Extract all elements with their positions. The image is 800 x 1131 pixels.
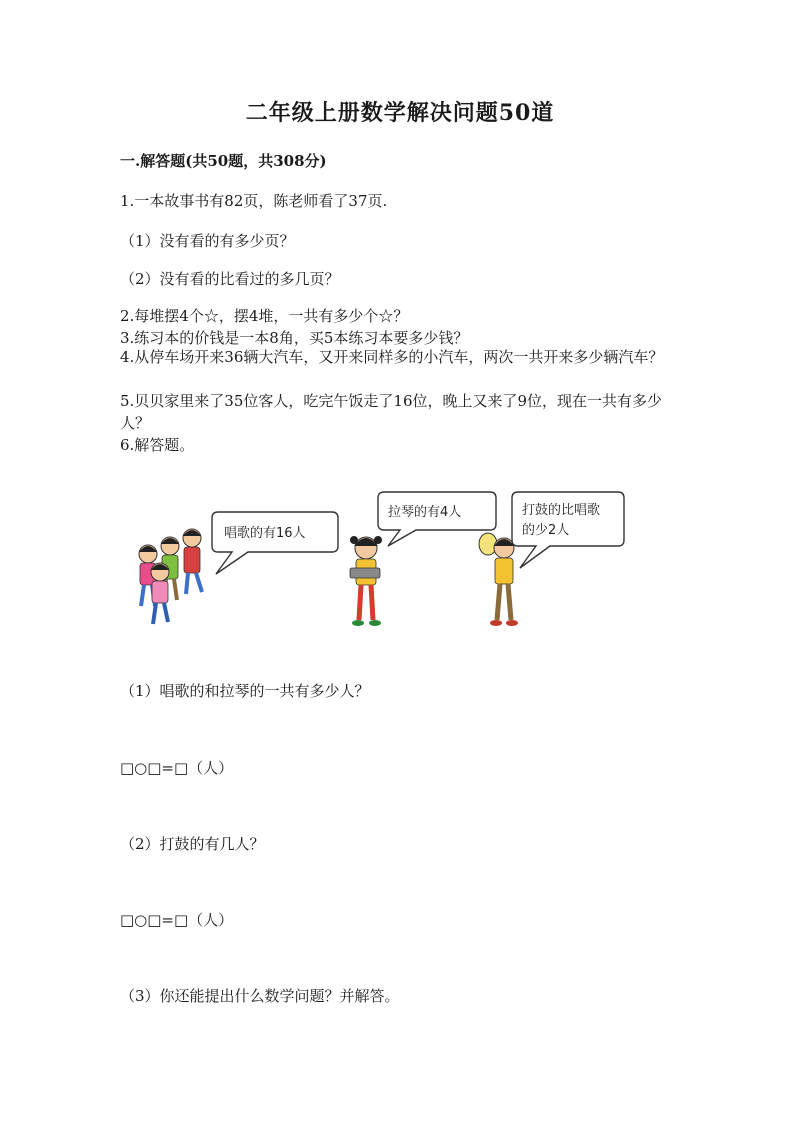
problem-6: 6.解答题。 xyxy=(120,436,195,454)
problem-4: 4.从停车场开来36辆大汽车，又开来同样多的小汽车，两次一共开来多少辆汽车？ xyxy=(120,348,664,366)
bubble-drum-text-line1: 打鼓的比唱歌 xyxy=(522,503,601,518)
bubble-singers-text: 唱歌的有16人 xyxy=(224,526,306,541)
problem-6-question-2: （2）打鼓的有几人？ xyxy=(120,835,265,853)
problem-2: 2.每堆摆4个☆，摆4堆，一共有多少个☆？ xyxy=(120,307,409,325)
problem-6-question-3: （3）你还能提出什么数学问题？并解答。 xyxy=(120,987,400,1005)
speech-bubble-violin xyxy=(378,492,496,546)
bubble-drum-text-line2: 的少2人 xyxy=(522,523,570,538)
problem-1-question-1: （1）没有看的有多少页？ xyxy=(120,232,295,250)
drummer-figure xyxy=(479,533,518,626)
bubble-violin-text: 拉琴的有4人 xyxy=(388,505,462,520)
speech-bubble-drum xyxy=(512,492,624,568)
problem-3: 3.练习本的价钱是一本8角，买5本练习本要多少钱？ xyxy=(120,329,469,347)
violin-player-figure xyxy=(350,536,382,626)
speech-bubble-singers xyxy=(212,512,338,574)
answer-formula-2: □○□=□（人） xyxy=(120,911,234,929)
music-activity-illustration xyxy=(120,488,640,638)
page-title: 二年级上册数学解决问题50道 xyxy=(245,100,555,126)
problem-6-question-1: （1）唱歌的和拉琴的一共有多少人？ xyxy=(120,682,370,700)
problem-1: 1.一本故事书有82页，陈老师看了37页. xyxy=(120,192,388,210)
problem-5: 5.贝贝家里来了35位客人，吃完午饭走了16位，晚上又来了9位，现在一共有多少人？ xyxy=(120,392,663,432)
singers-group-figure xyxy=(139,529,202,624)
problem-1-question-2: （2）没有看的比看过的多几页？ xyxy=(120,270,340,288)
answer-formula-1: □○□=□（人） xyxy=(120,759,234,777)
section-heading: 一.解答题(共50题，共308分) xyxy=(120,152,327,170)
